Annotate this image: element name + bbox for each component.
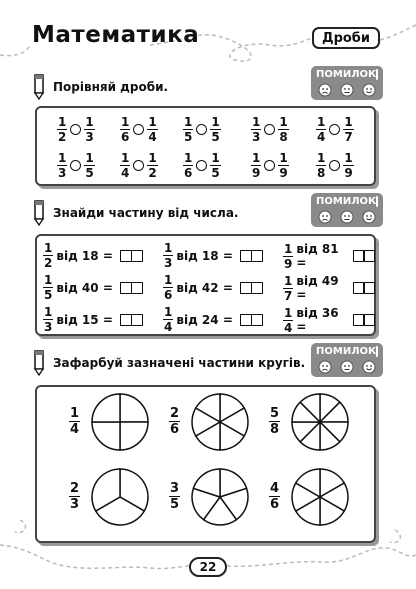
right-fraction — [147, 152, 157, 179]
denominator: 9 — [284, 256, 293, 271]
compare-item — [57, 116, 95, 143]
compare-sign-circle[interactable] — [264, 160, 275, 171]
numerator: 1 — [284, 305, 293, 320]
neutral-face-icon[interactable] — [340, 210, 354, 224]
sad-face-icon[interactable] — [318, 360, 332, 374]
denominator: 4 — [121, 166, 130, 180]
numerator: 2 — [170, 406, 180, 421]
denominator: 4 — [164, 320, 173, 334]
compare-item — [183, 152, 221, 179]
numerator: 4 — [270, 481, 280, 496]
task1-panel — [35, 106, 376, 186]
numerator: 1 — [344, 151, 353, 165]
numerator: 1 — [121, 115, 130, 129]
answer-boxes[interactable] — [353, 282, 374, 294]
fraction-circle[interactable] — [290, 467, 350, 527]
numerator: 1 — [184, 115, 193, 129]
numerator: 1 — [164, 241, 173, 255]
numerator: 1 — [184, 151, 193, 165]
denominator: 9 — [344, 166, 353, 180]
numerator: 2 — [70, 481, 80, 496]
part-expression: від 42 = — [176, 280, 233, 295]
compare-sign-circle[interactable] — [133, 160, 144, 171]
compare-item — [251, 116, 289, 143]
numerator: 1 — [211, 151, 220, 165]
answer-cell[interactable] — [251, 282, 263, 294]
circle-fraction-label — [69, 482, 80, 511]
compare-sign-circle[interactable] — [329, 160, 340, 171]
numerator: 1 — [164, 305, 173, 319]
errors-count-box[interactable] — [376, 196, 378, 207]
compare-item — [251, 152, 289, 179]
denominator: 6 — [184, 166, 193, 180]
numerator: 1 — [317, 151, 326, 165]
part-expression: від 18 = — [56, 248, 113, 263]
denominator: 5 — [170, 497, 180, 512]
numerator: 1 — [70, 406, 80, 421]
answer-boxes[interactable] — [120, 282, 141, 294]
part-item — [43, 306, 141, 333]
answer-boxes[interactable] — [240, 314, 261, 326]
circle-fraction — [169, 407, 180, 436]
compare-sign-circle[interactable] — [196, 124, 207, 135]
compare-item — [120, 152, 158, 179]
left-fraction — [316, 116, 326, 143]
task3-instruction: Зафарбуй зазначені частини кругів. — [53, 356, 306, 370]
part-item — [163, 274, 261, 301]
happy-face-icon[interactable] — [362, 210, 376, 224]
page-title: Математика — [32, 22, 200, 48]
compare-sign-circle[interactable] — [264, 124, 275, 135]
task2-panel — [35, 234, 376, 336]
denominator: 6 — [164, 288, 173, 302]
denominator: 2 — [58, 130, 67, 144]
numerator: 1 — [148, 151, 157, 165]
denominator: 7 — [344, 130, 353, 144]
circle-sector[interactable] — [120, 394, 148, 422]
numerator: 1 — [252, 151, 261, 165]
part-expression: від 18 = — [176, 248, 233, 263]
mood-faces — [316, 360, 378, 374]
part-item — [283, 274, 374, 302]
circle-fraction — [69, 407, 80, 436]
left-fraction — [183, 152, 193, 179]
page-number: 22 — [189, 557, 227, 577]
part-item — [43, 274, 141, 301]
errors-count-box[interactable] — [376, 69, 378, 80]
fraction-circle[interactable] — [90, 392, 150, 452]
right-fraction — [210, 116, 220, 143]
denominator: 5 — [44, 288, 53, 302]
numerator: 1 — [85, 115, 94, 129]
numerator: 1 — [44, 273, 53, 287]
denominator: 4 — [284, 320, 293, 335]
topic-badge: Дроби — [312, 27, 380, 49]
compare-item — [316, 116, 354, 143]
pencil-icon — [33, 200, 45, 226]
denominator: 7 — [284, 288, 293, 303]
part-fraction — [43, 242, 53, 269]
right-fraction — [278, 152, 288, 179]
part-expression: від 36 = — [296, 306, 339, 334]
circle-fraction — [269, 482, 280, 511]
answer-cell[interactable] — [131, 282, 143, 294]
denominator: 2 — [44, 256, 53, 270]
errors-label: ПОМИЛОК — [316, 69, 377, 80]
part-fraction — [283, 307, 293, 334]
errors-label: ПОМИЛОК — [316, 346, 377, 357]
denominator: 4 — [70, 422, 80, 437]
denominator: 5 — [211, 130, 220, 144]
denominator: 5 — [85, 166, 94, 180]
part-fraction — [43, 274, 53, 301]
circle-fraction — [269, 407, 280, 436]
numerator: 1 — [58, 115, 67, 129]
denominator: 4 — [148, 130, 157, 144]
part-item — [43, 242, 141, 269]
denominator: 3 — [58, 166, 67, 180]
numerator: 1 — [121, 151, 130, 165]
numerator: 1 — [44, 305, 53, 319]
compare-item — [120, 116, 158, 143]
fraction-circle[interactable] — [190, 392, 250, 452]
answer-boxes[interactable] — [120, 314, 141, 326]
circle-sector[interactable] — [120, 422, 148, 450]
part-expression: від 40 = — [56, 280, 113, 295]
fraction-circle[interactable] — [290, 392, 350, 452]
circle-fraction-label — [169, 407, 180, 436]
denominator: 6 — [270, 497, 280, 512]
errors-box-2 — [311, 193, 383, 227]
fraction-circle[interactable] — [190, 467, 250, 527]
left-fraction — [183, 116, 193, 143]
left-fraction — [316, 152, 326, 179]
task2-instruction: Знайди частину від числа. — [53, 206, 239, 220]
right-fraction — [210, 152, 220, 179]
mood-faces — [316, 210, 378, 224]
answer-boxes[interactable] — [353, 250, 374, 262]
answer-cell[interactable] — [131, 314, 143, 326]
errors-label: ПОМИЛОК — [316, 196, 377, 207]
errors-box-3 — [311, 343, 383, 377]
left-fraction — [251, 116, 261, 143]
part-fraction — [163, 274, 173, 301]
pencil-icon — [33, 74, 45, 100]
denominator: 8 — [279, 130, 288, 144]
left-fraction — [120, 116, 130, 143]
compare-sign-circle[interactable] — [70, 160, 81, 171]
right-fraction — [84, 152, 94, 179]
task1-instruction: Порівняй дроби. — [53, 80, 169, 94]
numerator: 1 — [164, 273, 173, 287]
compare-sign-circle[interactable] — [133, 124, 144, 135]
task2-header — [33, 200, 238, 226]
denominator: 3 — [252, 130, 261, 144]
answer-cell[interactable] — [251, 314, 263, 326]
circle-sector[interactable] — [92, 422, 120, 450]
right-fraction — [343, 116, 353, 143]
left-fraction — [120, 152, 130, 179]
part-expression: від 15 = — [56, 312, 113, 327]
numerator: 1 — [344, 115, 353, 129]
right-fraction — [343, 152, 353, 179]
denominator: 8 — [270, 422, 280, 437]
answer-cell[interactable] — [363, 314, 375, 326]
left-fraction — [251, 152, 261, 179]
compare-item — [316, 152, 354, 179]
compare-item — [183, 116, 221, 143]
part-expression: від 81 = — [296, 242, 339, 270]
right-fraction — [278, 116, 288, 143]
numerator: 1 — [279, 115, 288, 129]
compare-sign-circle[interactable] — [196, 160, 207, 171]
part-fraction — [163, 242, 173, 269]
happy-face-icon[interactable] — [362, 83, 376, 97]
neutral-face-icon[interactable] — [340, 83, 354, 97]
part-fraction — [283, 243, 293, 270]
denominator: 4 — [317, 130, 326, 144]
mood-faces — [316, 83, 378, 97]
part-item — [283, 242, 374, 270]
denominator: 5 — [211, 166, 220, 180]
numerator: 1 — [317, 115, 326, 129]
circle-fraction — [69, 482, 80, 511]
circle-fraction — [169, 482, 180, 511]
fraction-circle[interactable] — [90, 467, 150, 527]
neutral-face-icon[interactable] — [340, 360, 354, 374]
answer-cell[interactable] — [251, 250, 263, 262]
left-fraction — [57, 116, 67, 143]
task1-header — [33, 74, 168, 100]
denominator: 3 — [85, 130, 94, 144]
answer-boxes[interactable] — [353, 314, 374, 326]
errors-box-1 — [311, 66, 383, 100]
denominator: 9 — [279, 166, 288, 180]
task3-header — [33, 350, 305, 376]
compare-sign-circle[interactable] — [70, 124, 81, 135]
part-item — [163, 242, 261, 269]
numerator: 1 — [284, 273, 293, 288]
circle-fraction-label — [69, 407, 80, 436]
answer-cell[interactable] — [131, 250, 143, 262]
right-fraction — [147, 116, 157, 143]
answer-boxes[interactable] — [240, 282, 261, 294]
left-fraction — [57, 152, 67, 179]
numerator: 1 — [148, 115, 157, 129]
part-item — [163, 306, 261, 333]
circle-fraction-label — [169, 482, 180, 511]
circle-fraction-label — [269, 407, 280, 436]
part-expression: від 49 = — [296, 274, 339, 302]
denominator: 5 — [184, 130, 193, 144]
compare-item — [57, 152, 95, 179]
denominator: 6 — [121, 130, 130, 144]
numerator: 1 — [85, 151, 94, 165]
right-fraction — [84, 116, 94, 143]
sad-face-icon[interactable] — [318, 83, 332, 97]
denominator: 3 — [70, 497, 80, 512]
answer-cell[interactable] — [363, 250, 375, 262]
numerator: 1 — [252, 115, 261, 129]
part-fraction — [163, 306, 173, 333]
denominator: 3 — [164, 256, 173, 270]
sad-face-icon[interactable] — [318, 210, 332, 224]
numerator: 5 — [270, 406, 280, 421]
part-fraction — [43, 306, 53, 333]
pencil-icon — [33, 350, 45, 376]
part-fraction — [283, 275, 293, 302]
denominator: 3 — [44, 320, 53, 334]
compare-sign-circle[interactable] — [329, 124, 340, 135]
part-expression: від 24 = — [176, 312, 233, 327]
numerator: 1 — [279, 151, 288, 165]
answer-boxes[interactable] — [240, 250, 261, 262]
numerator: 1 — [44, 241, 53, 255]
denominator: 9 — [252, 166, 261, 180]
part-item — [283, 306, 374, 334]
numerator: 1 — [211, 115, 220, 129]
numerator: 3 — [170, 481, 180, 496]
numerator: 1 — [58, 151, 67, 165]
denominator: 6 — [170, 422, 180, 437]
answer-boxes[interactable] — [120, 250, 141, 262]
happy-face-icon[interactable] — [362, 360, 376, 374]
denominator: 8 — [317, 166, 326, 180]
errors-count-box[interactable] — [376, 346, 378, 357]
circle-fraction-label — [269, 482, 280, 511]
task3-panel — [35, 385, 376, 543]
answer-cell[interactable] — [363, 282, 375, 294]
numerator: 1 — [284, 241, 293, 256]
circle-sector[interactable] — [92, 394, 120, 422]
denominator: 2 — [148, 166, 157, 180]
